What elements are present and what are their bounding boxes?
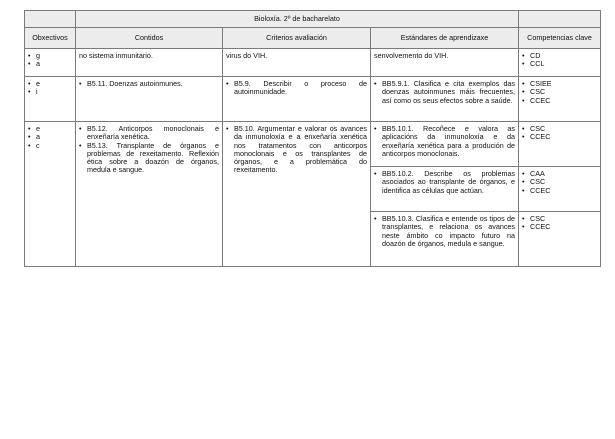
criteria-cell — [223, 49, 371, 77]
criteria-text: virus do VIH. — [226, 51, 268, 60]
title-blank-cell — [25, 11, 76, 28]
objective-item: • a — [28, 133, 72, 141]
standard-cell — [371, 49, 519, 77]
competence-item: • CSIEE — [522, 80, 597, 88]
criteria-cell — [223, 77, 371, 122]
contents-cell — [76, 49, 223, 77]
competence-item: • CCEC — [522, 133, 597, 141]
criteria-item: • B5.10. Argumentar e valorar os avances da inmunoloxía e a enxeñaría xenética nos tratamentos con anticorpos monoclonais e os transplantes de órganos, e a problemática do rexeitamento. — [226, 125, 367, 175]
standard-item: • BB5.9.1. Clasifica e cita exemplos das doenzas autoinmunes máis frecuentes, así como os seus efectos sobre a saúde. — [374, 80, 515, 105]
competence-item: • CCEC — [522, 223, 597, 231]
standard-item: • BB5.10.1. Recoñece e valora as aplicacións da inmunoloxía e da enxeñaría xenética para a produción de anticorpos monoclonais. — [374, 125, 515, 158]
competence-item: • CSC — [522, 125, 597, 133]
competence-item: • CCEC — [522, 97, 597, 105]
objectives-cell — [25, 77, 76, 122]
standard-item: • BB5.10.2. Describe os problemas asociados ao transplante de órganos, e identifica as células que actúan. — [374, 170, 515, 195]
content-item: • B5.11. Doenzas autoinmunes. — [79, 80, 219, 88]
curriculum-table — [24, 10, 601, 267]
competence-item: • CCEC — [522, 187, 597, 195]
column-header-criteria: Criterios avaliación — [223, 28, 371, 49]
column-header-competences: Competencias clave — [519, 28, 601, 49]
contents-cell — [76, 122, 223, 267]
content-text: no sistema inmunitario. — [79, 51, 153, 60]
objective-item: • e — [28, 80, 72, 88]
standard-cell — [371, 212, 519, 267]
competence-item: • CCL — [522, 60, 597, 68]
competence-item: • CSC — [522, 88, 597, 96]
objective-item: • c — [28, 142, 72, 150]
standard-cell — [371, 77, 519, 122]
competences-cell — [519, 77, 601, 122]
objectives-cell — [25, 122, 76, 267]
content-item: • B5.13. Transplante de órganos e problemas de rexeitamento. Reflexión ética sobre a doazón de órganos, medula e sangue. — [79, 142, 219, 175]
table-row — [25, 122, 601, 167]
criteria-cell — [223, 122, 371, 267]
contents-cell — [76, 77, 223, 122]
competences-cell — [519, 122, 601, 167]
column-header-objectives: Obxectivos — [25, 28, 76, 49]
standard-cell — [371, 167, 519, 212]
content-item: • B5.12. Anticorpos monoclonais e enxeñaría xenética. — [79, 125, 219, 142]
competence-item: • CAA — [522, 170, 597, 178]
competence-item: • CD — [522, 52, 597, 60]
competences-cell — [519, 49, 601, 77]
table-row — [25, 49, 601, 77]
objective-item: • a — [28, 60, 72, 68]
standard-cell — [371, 122, 519, 167]
standard-item: • BB5.10.3. Clasifica e entende os tipos de transplantes, e relaciona os avances neste ámbito co impacto futuro na doazón de órganos, medula e sangue. — [374, 215, 515, 248]
standard-text: senvolvemento do VIH. — [374, 51, 449, 60]
criteria-item: • B5.9. Describir o proceso de autoinmunidade. — [226, 80, 367, 97]
competences-cell — [519, 212, 601, 267]
objective-item: • i — [28, 88, 72, 96]
objectives-cell — [25, 49, 76, 77]
objective-item: • e — [28, 125, 72, 133]
column-header-contents: Contidos — [76, 28, 223, 49]
title-blank-cell — [519, 11, 601, 28]
objective-item: • g — [28, 52, 72, 60]
competences-cell — [519, 167, 601, 212]
table-title: Bioloxía. 2º de bacharelato — [76, 11, 519, 28]
competence-item: • CSC — [522, 178, 597, 186]
column-header-standards: Estándares de aprendizaxe — [371, 28, 519, 49]
table-row — [25, 77, 601, 122]
competence-item: • CSC — [522, 215, 597, 223]
